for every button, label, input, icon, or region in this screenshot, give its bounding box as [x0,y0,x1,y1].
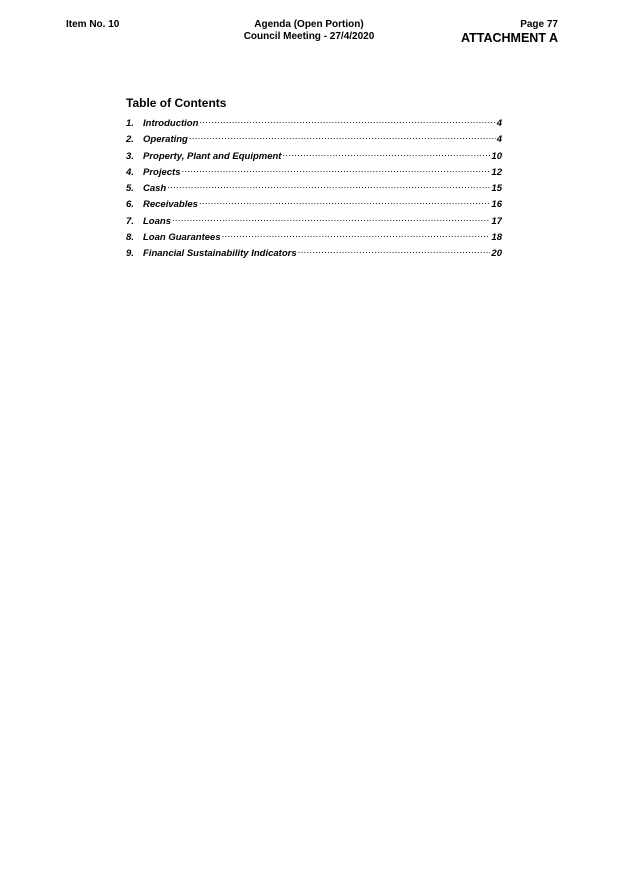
toc-entry-label: Receivables [143,199,198,211]
toc-entry-page: 15 [491,183,502,195]
toc-entry[interactable] [126,180,502,196]
toc-entry-number: 5. [126,183,134,195]
toc-entry-label: Property, Plant and Equipment [143,150,282,162]
toc-title: Table of Contents [126,96,227,110]
toc-entry-page: 10 [491,150,502,162]
toc-entry[interactable] [126,213,502,229]
toc-entry-label: Operating [143,134,188,146]
toc-entry-number: 2. [126,134,134,146]
toc-dot-leader [222,229,491,240]
toc-dot-leader [189,131,496,142]
toc-entry-page: 4 [496,134,502,146]
toc-entry-label: Loan Guarantees [143,232,221,244]
toc-dot-leader [172,213,490,224]
toc-entry[interactable] [126,229,502,245]
toc-entry-page: 18 [491,232,502,244]
page-number: Page 77 [520,19,558,30]
toc-entry-number: 9. [126,248,134,260]
table-of-contents [126,96,502,262]
toc-entry-page: 4 [496,118,502,129]
toc-entry[interactable] [126,131,502,147]
toc-dot-leader [199,196,490,207]
toc-entry-page: 12 [491,166,502,178]
toc-entry-number: 1. [126,118,134,129]
toc-entry-number: 8. [126,232,134,244]
toc-entry-number: 7. [126,215,134,227]
toc-entry-page: 17 [491,215,502,227]
toc-entry-page: 16 [491,199,502,211]
toc-list [126,115,502,262]
header-right [461,19,558,45]
toc-entry-number: 4. [126,166,134,178]
toc-entry-label: Cash [143,183,167,195]
attachment-label: ATTACHMENT A [461,31,558,45]
toc-entry[interactable] [126,148,502,164]
toc-dot-leader [298,245,491,256]
toc-entry[interactable] [126,196,502,212]
toc-entry-label: Loans [143,215,171,227]
toc-entry[interactable] [126,245,502,261]
meeting-date: Council Meeting - 27/4/2020 [243,31,375,42]
toc-dot-leader [282,148,490,159]
toc-dot-leader [182,164,491,175]
toc-entry-label: Financial Sustainability Indicators [143,248,297,260]
toc-dot-leader [199,115,495,126]
agenda-title: Agenda (Open Portion) [254,19,364,30]
toc-entry[interactable] [126,115,502,131]
toc-entry-number: 3. [126,150,134,162]
toc-entry-label: Introduction [143,118,199,129]
toc-dot-leader [167,180,490,191]
item-number: Item No. 10 [66,19,120,30]
header-center [211,19,407,43]
toc-entry-number: 6. [126,199,134,211]
toc-entry-label: Projects [143,166,181,178]
toc-entry[interactable] [126,164,502,180]
toc-entry-page: 20 [491,248,502,260]
